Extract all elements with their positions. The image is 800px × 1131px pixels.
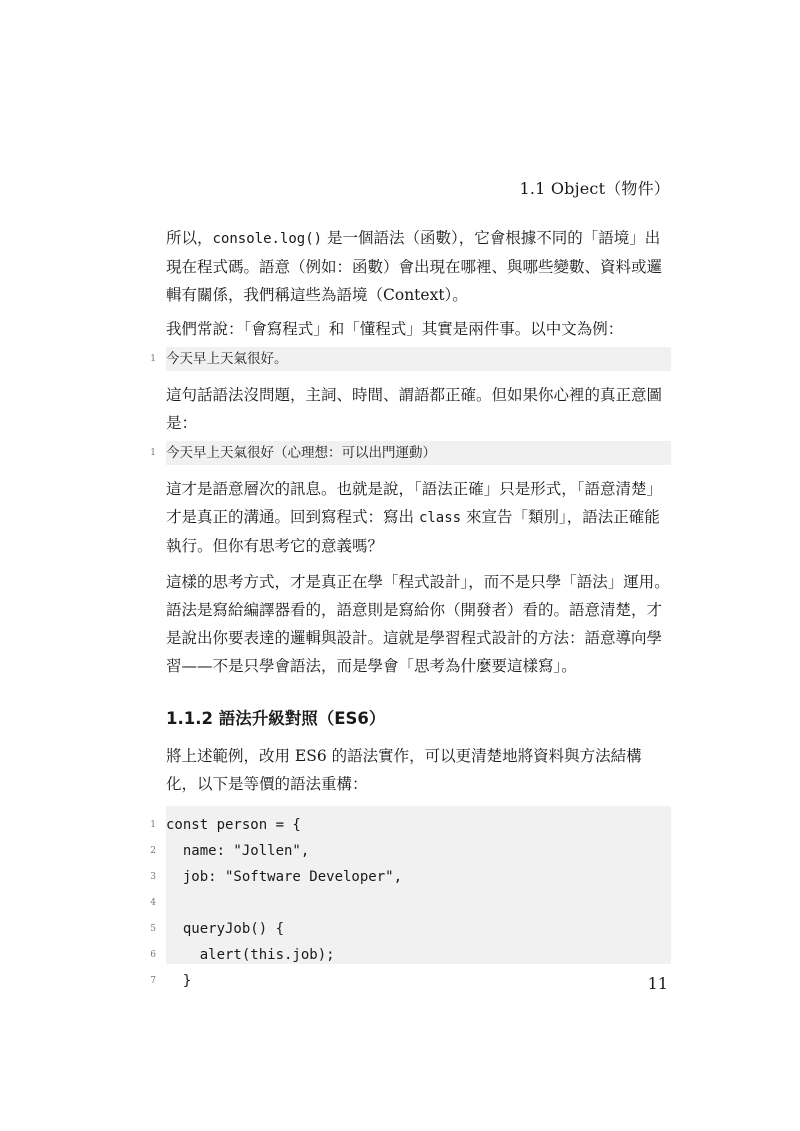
code-line xyxy=(150,942,671,968)
line-number: 1 xyxy=(150,448,156,458)
paragraph-example-intro: 我們常說：「會寫程式」和「懂程式」其實是兩件事。以中文為例： xyxy=(166,320,624,338)
paragraph-text: 來宣告「類別」，語法正確能執行。但你有思考它的意義嗎？ xyxy=(166,508,660,555)
line-number: 7 xyxy=(150,976,156,986)
code-line xyxy=(150,838,671,864)
code-line xyxy=(150,864,671,890)
code-text: queryJob() { xyxy=(166,921,285,937)
code-line xyxy=(150,968,671,994)
running-header: 1.1 Object（物件） xyxy=(519,179,670,198)
code-text: name: "Jollen", xyxy=(166,843,310,859)
paragraph-es6-intro: 將上述範例，改用 ES6 的語法實作，可以更清楚地將資料與方法結構化，以下是等價的語法重構： xyxy=(166,747,642,793)
inline-code: console.log() xyxy=(212,231,323,247)
paragraph-text: 這才是語意層次的訊息。也就是說，「語法正確」只是形式，「語意清楚」才是真正的溝通。回到寫程式：寫出 xyxy=(166,480,663,526)
paragraph-context xyxy=(166,224,671,309)
code-text: job: "Software Developer", xyxy=(166,869,403,885)
page-content xyxy=(150,224,671,989)
code-line xyxy=(150,812,671,838)
line-number: 2 xyxy=(150,846,156,856)
line-number: 6 xyxy=(150,950,156,960)
line-number: 4 xyxy=(150,898,156,908)
snippet-text: 今天早上天氣很好（心理想：可以出門運動） xyxy=(166,445,436,461)
paragraph-text: 是一個語法（函數），它會根據不同的「語境」出現在程式碼。語意（例如：函數）會出現在哪裡、與哪些變數、資料或邏輯有關係，我們稱這些為語境（Context）。 xyxy=(166,229,663,304)
code-text: alert(this.job); xyxy=(166,947,335,963)
inline-code: class xyxy=(418,510,462,526)
paragraph-text: 所以， xyxy=(166,229,213,247)
section-heading: 1.1.2 語法升級對照（ES6） xyxy=(166,709,386,728)
paragraph-syntax-ok: 這句話語法沒問題，主詞、時間、謂語都正確。但如果你心裡的真正意圖是： xyxy=(166,386,663,432)
code-text: const person = { xyxy=(166,817,301,833)
line-number: 3 xyxy=(150,872,156,882)
snippet-text: 今天早上天氣很好。 xyxy=(166,351,288,367)
line-number: 1 xyxy=(150,820,156,830)
code-line xyxy=(150,890,671,916)
example-snippet xyxy=(150,441,671,465)
code-line xyxy=(150,916,671,942)
code-text: } xyxy=(166,973,192,989)
example-snippet xyxy=(150,347,671,371)
page-number: 11 xyxy=(647,974,668,993)
line-number: 5 xyxy=(150,924,156,934)
line-number: 1 xyxy=(150,354,156,364)
paragraph-thinking: 這樣的思考方式，才是真正在學「程式設計」，而不是只學「語法」運用。語法是寫給編譯器看的，語意則是寫給你（開發者）看的。語意清楚，才是說出你要表達的邏輯與設計。這就是學習程式設計的方法：語意導向學習——不是只學會語法，而是學會「思考為什麼要這樣寫」。 xyxy=(166,573,670,675)
paragraph-semantics xyxy=(166,475,671,560)
